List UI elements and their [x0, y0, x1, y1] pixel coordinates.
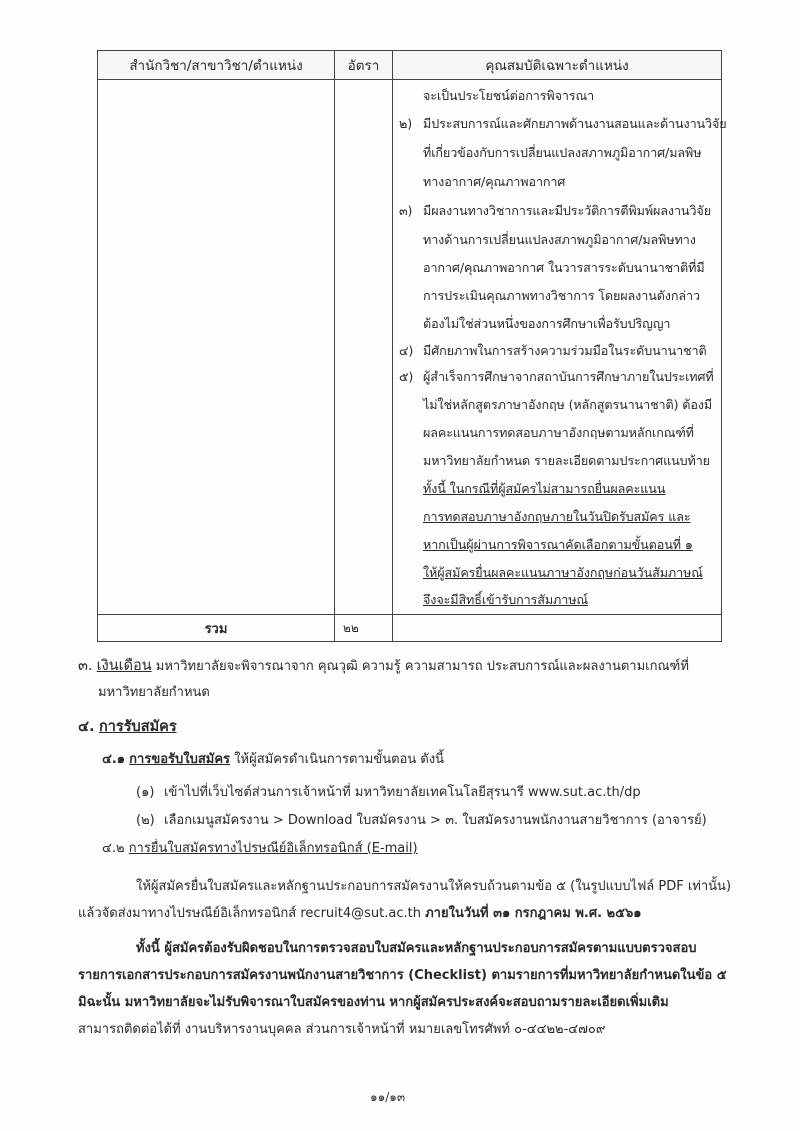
subsection-title: การยื่นใบสมัครทางไปรษณีย์อิเล็กทรอนิกส์ (E-mail)	[128, 841, 418, 856]
header-rate: อัตรา	[335, 51, 393, 80]
qualification-line-underlined: ทั้งนี้ ในกรณีที่ผู้สมัครไม่สามารถยื่นผลคะแนน	[423, 481, 666, 496]
qualification-line-underlined: จึงจะมีสิทธิ์เข้ารับการสัมภาษณ์	[423, 592, 588, 607]
section-3-title: เงินเดือน	[96, 658, 152, 674]
email-text: แล้วจัดส่งมาทางไปรษณีย์อิเล็กทรอนิกส์ recruit4@sut.ac.th	[78, 906, 421, 921]
para1-line2	[78, 904, 641, 924]
header-department: สำนักวิชา/สาขาวิชา/ตำแหน่ง	[98, 51, 335, 80]
qualification-line: ๔) มีศักยภาพในการสร้างความร่วมมือในระดับนานาชาติ	[399, 343, 707, 358]
qualification-line: ผลคะแนนการทดสอบภาษาอังกฤษตามหลักเกณฑ์ที่	[423, 425, 694, 440]
total-value: ๒๒	[335, 615, 393, 642]
step-2	[136, 811, 707, 831]
total-empty-cell	[393, 615, 722, 642]
section-number: ๓.	[78, 658, 93, 674]
qualification-line-underlined: ให้ผู้สมัครยื่นผลคะแนนภาษาอังกฤษก่อนวันสัมภาษณ์	[423, 565, 703, 580]
para2-line3: มิฉะนั้น มหาวิทยาลัยจะไม่รับพิจารณาใบสมัครของท่าน หากผู้สมัครประสงค์จะสอบถามรายละเอียดเพิ่มเติม	[78, 995, 669, 1010]
header-qualifications: คุณสมบัติเฉพาะตำแหน่ง	[393, 51, 722, 80]
step-number: (๑)	[136, 785, 155, 800]
section-3-text: มหาวิทยาลัยจะพิจารณาจาก คุณวุฒิ ความรู้ ความสามารถ ประสบการณ์และผลงานตามเกณฑ์ที่	[155, 659, 689, 674]
rate-cell	[335, 80, 393, 615]
step-number: (๒)	[136, 813, 155, 828]
qualification-line: ทางด้านการเปลี่ยนแปลงสภาพภูมิอากาศ/มลพิษทาง	[423, 232, 696, 247]
subsection-number: ๔.๑	[102, 752, 126, 767]
step-text: เลือกเมนูสมัครงาน > Download ใบสมัครงาน > ๓. ใบสมัครงานพนักงานสายวิชาการ (อาจารย์)	[164, 813, 707, 828]
department-cell	[98, 80, 335, 615]
subsection-text: ให้ผู้สมัครดำเนินการตามขั้นตอน ดังนี้	[234, 752, 445, 767]
qualification-line-underlined: การทดสอบภาษาอังกฤษภายในวันปิดรับสมัคร และ	[423, 509, 691, 524]
section-4-1-heading	[102, 750, 444, 770]
qualification-line: การประเมินคุณภาพทางวิชาการ โดยผลงานดังกล่าว	[423, 288, 700, 303]
deadline-text: ภายในวันที่ ๓๑ กรกฎาคม พ.ศ. ๒๕๖๑	[425, 906, 642, 921]
section-4-2-heading	[102, 839, 418, 859]
para1-line1: ให้ผู้สมัครยื่นใบสมัครและหลักฐานประกอบการสมัครงานให้ครบถ้วนตามข้อ ๕ (ในรูปแบบไฟล์ PDF เท่านั้น)	[136, 879, 732, 894]
para2-line2: รายการเอกสารประกอบการสมัครงานพนักงานสายวิชาการ (Checklist) ตามรายการที่มหาวิทยาลัยกำหนดในข้อ ๕	[78, 968, 727, 983]
qualification-line: มหาวิทยาลัยกำหนด รายละเอียดตามประกาศแนบท้าย	[423, 453, 710, 468]
para2-line4: สามารถติดต่อได้ที่ งานบริหารงานบุคคล ส่วนการเจ้าหน้าที่ หมายเลขโทรศัพท์ ๐-๔๔๒๒-๔๗๐๙	[78, 1022, 606, 1037]
qualification-line: ไม่ใช่หลักสูตรภาษาอังกฤษ (หลักสูตรนานาชาติ) ต้องมี	[423, 397, 713, 412]
subsection-title: การขอรับใบสมัคร	[129, 752, 231, 767]
subsection-number: ๔.๒	[102, 841, 125, 856]
step-text: เข้าไปที่เว็บไซต์ส่วนการเจ้าหน้าที่ มหาวิทยาลัยเทคโนโลยีสุรนารี www.sut.ac.th/dp	[164, 785, 641, 800]
qualification-line: ที่เกี่ยวข้องกับการเปลี่ยนแปลงสภาพภูมิอากาศ/มลพิษ	[423, 145, 702, 160]
section-3-line-2: มหาวิทยาลัยกำหนด	[98, 685, 210, 700]
section-4-heading	[78, 717, 177, 738]
qualifications-cell	[393, 80, 727, 615]
table-row	[98, 80, 722, 615]
table-header-row	[98, 51, 722, 80]
total-label: รวม	[98, 615, 335, 642]
section-number: ๔.	[78, 719, 95, 735]
qualification-line: ทางอากาศ/คุณภาพอากาศ	[423, 174, 566, 189]
qualification-line: จะเป็นประโยชน์ต่อการพิจารณา	[423, 88, 595, 103]
qualification-line-underlined: หากเป็นผู้ผ่านการพิจารณาคัดเลือกตามขั้นตอนที่ ๑	[423, 537, 693, 552]
positions-table	[97, 50, 727, 642]
qualification-line: ๓) มีผลงานทางวิชาการและมีประวัติการตีพิมพ์ผลงานวิจัย	[399, 203, 711, 218]
step-1	[136, 783, 641, 803]
qualification-line: ๕) ผู้สำเร็จการศึกษาจากสถาบันการศึกษาภายในประเทศที่	[399, 369, 714, 384]
section-4-title: การรับสมัคร	[99, 719, 177, 735]
para2-line1: ทั้งนี้ ผู้สมัครต้องรับผิดชอบในการตรวจสอบใบสมัครและหลักฐานประกอบการสมัครตามแบบตรวจสอบ	[136, 941, 697, 956]
qualification-line: อากาศ/คุณภาพอากาศ ในวารสารระดับนานาชาติที่มี	[423, 260, 705, 275]
section-3-line-1	[78, 656, 689, 677]
qualification-line: ต้องไม่ใช่ส่วนหนึ่งของการศึกษาเพื่อรับปริญญา	[423, 316, 671, 331]
page-number: ๑๑/๑๓	[370, 1090, 406, 1104]
table-total-row	[98, 615, 722, 642]
qualification-line: ๒) มีประสบการณ์และศักยภาพด้านงานสอนและด้านงานวิจัย	[399, 116, 727, 131]
